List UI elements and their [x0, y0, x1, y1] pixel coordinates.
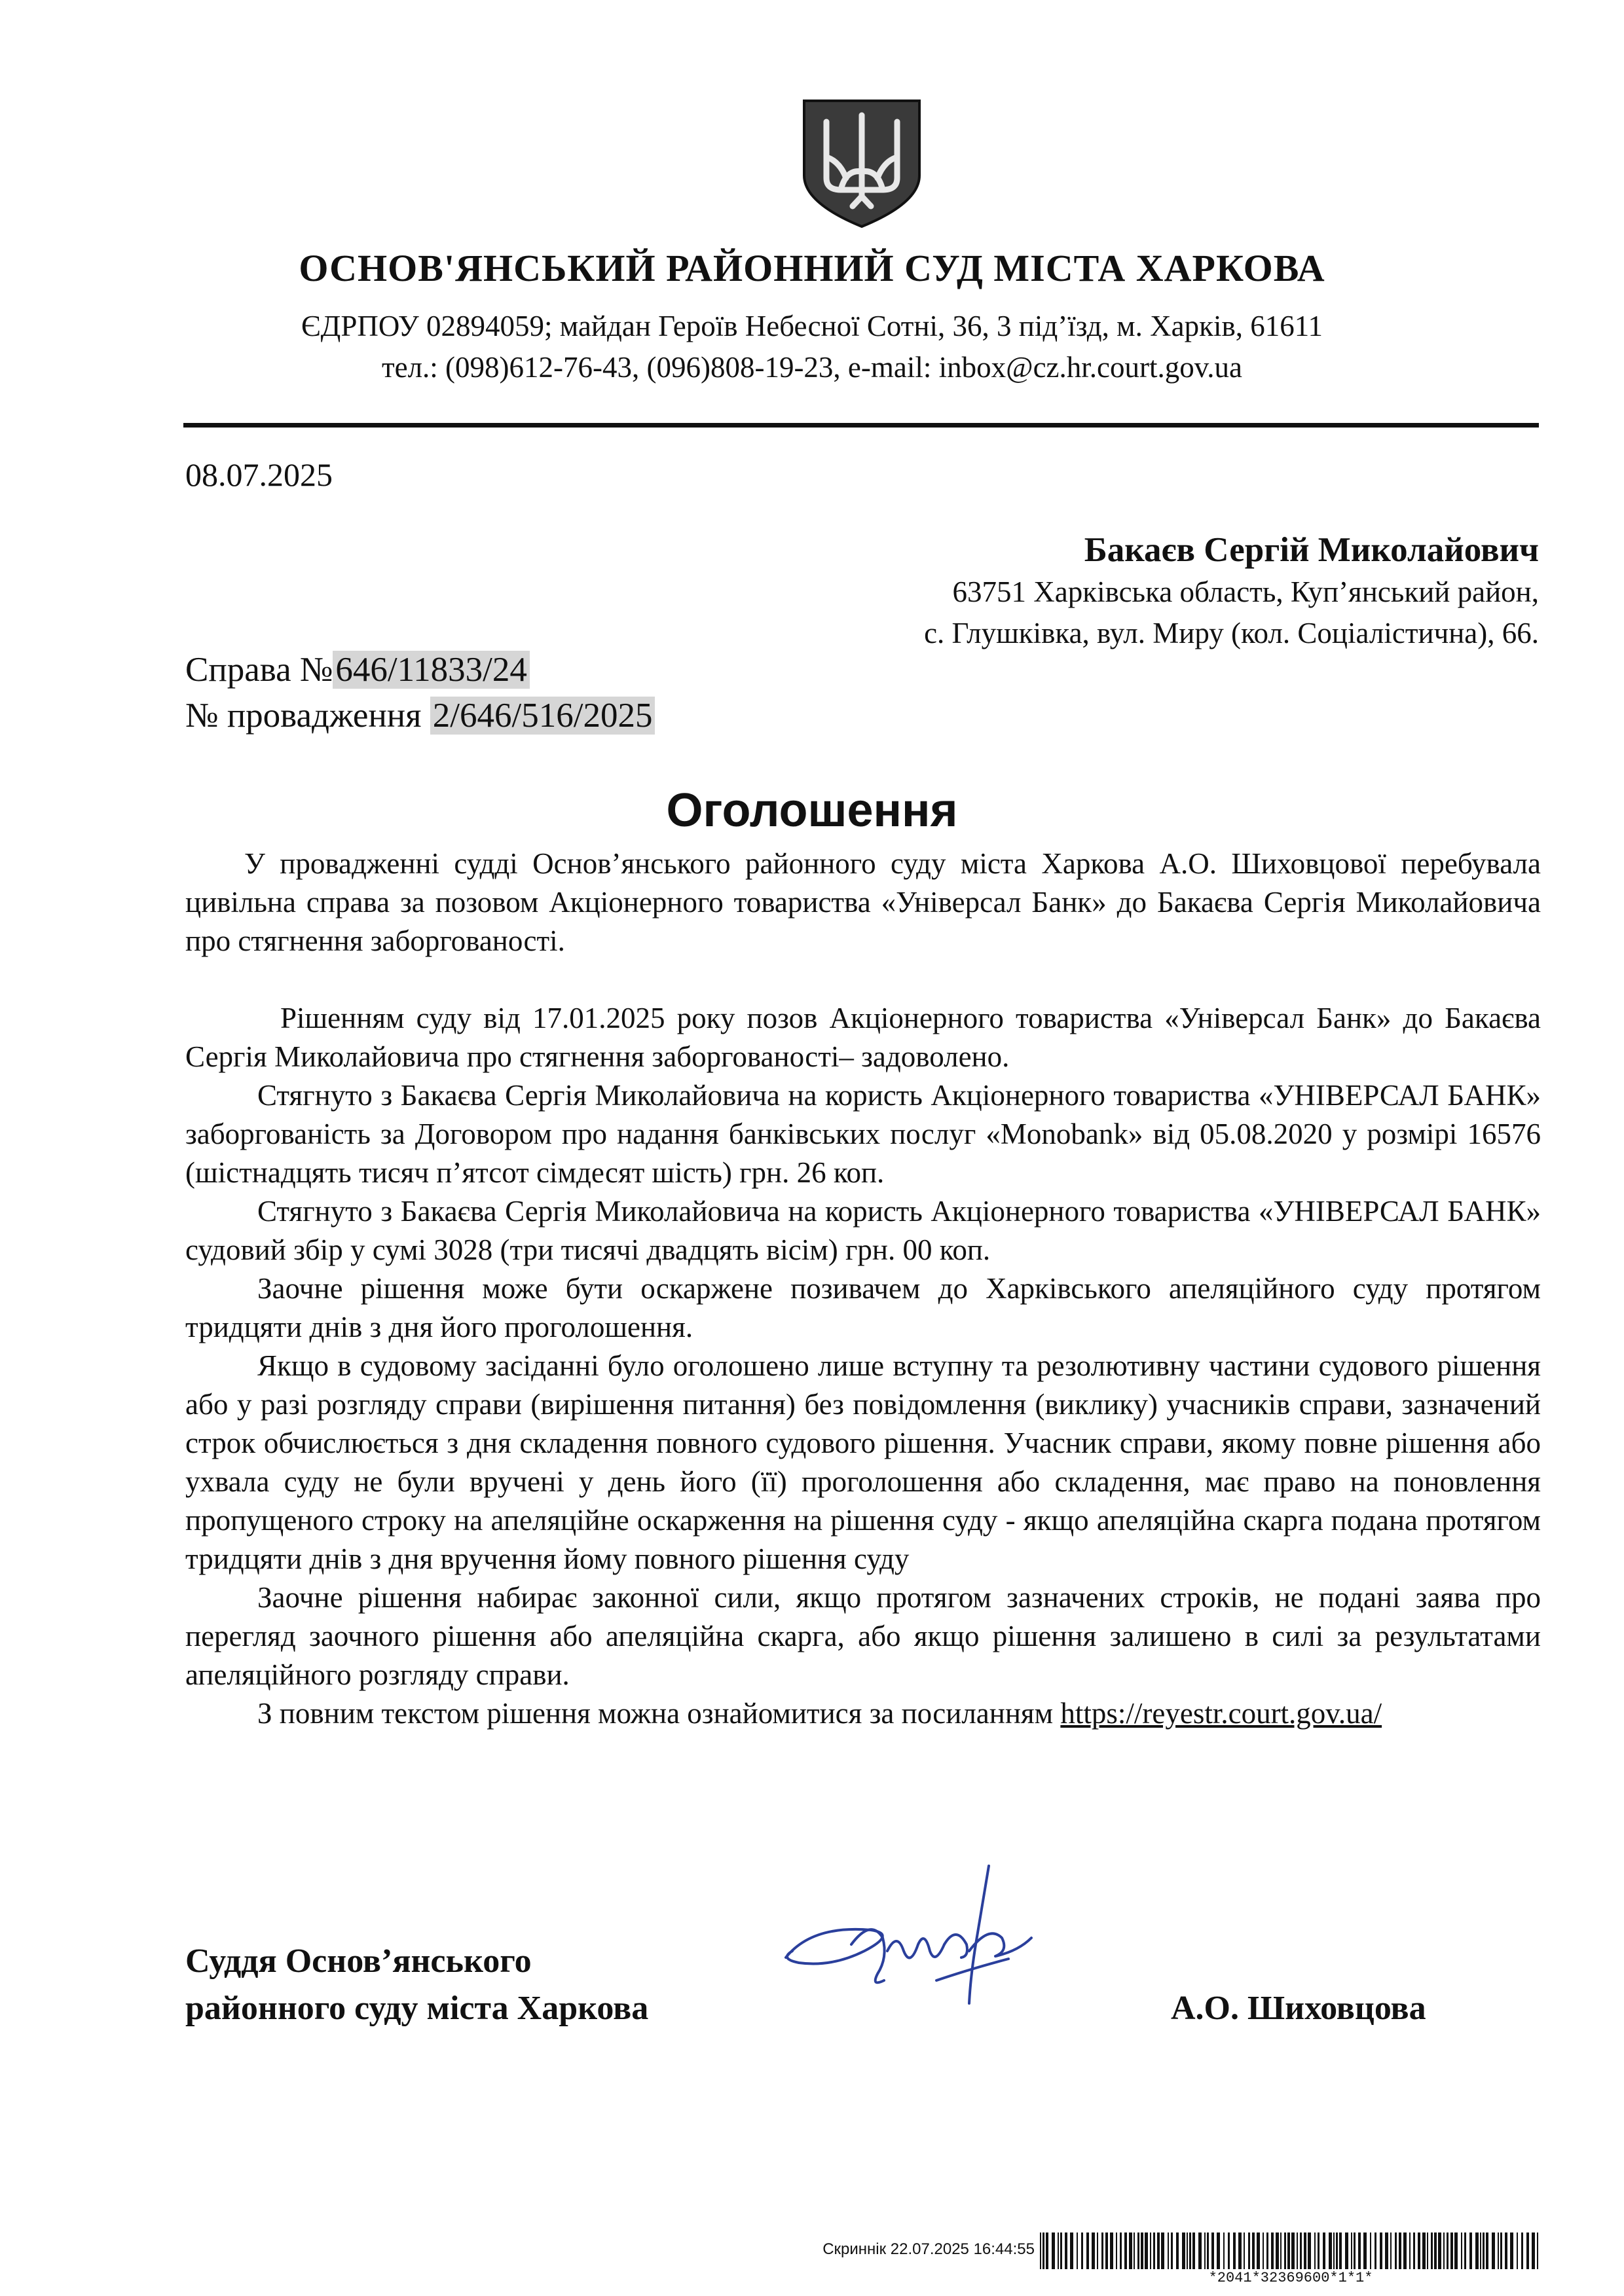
barcode-bar — [1318, 2232, 1320, 2269]
barcode-bar — [1358, 2232, 1361, 2269]
barcode-bar — [1171, 2232, 1173, 2269]
court-contacts: тел.: (098)612-76-43, (096)808-19-23, e-mail: inbox@cz.hr.court.gov.ua — [381, 351, 1243, 384]
barcode-bar — [1189, 2232, 1191, 2269]
barcode-text: *2041*32369600*1*1* — [1208, 2270, 1373, 2286]
barcode-bar — [1510, 2232, 1513, 2269]
barcode-bar — [1418, 2232, 1420, 2269]
barcode-bar — [1345, 2232, 1348, 2269]
barcode-bar — [1333, 2232, 1335, 2269]
barcode-bar — [1351, 2232, 1352, 2269]
barcode-bar — [1145, 2232, 1148, 2269]
barcode-bar — [1043, 2232, 1044, 2269]
barcode-bar — [1297, 2232, 1298, 2269]
proceeding-line — [185, 693, 655, 738]
barcode-bar — [1150, 2232, 1151, 2269]
document-barcode — [1039, 2232, 1543, 2269]
barcode-bar — [1363, 2232, 1367, 2269]
barcode-bar — [1070, 2232, 1073, 2269]
barcode-bar — [1390, 2232, 1392, 2269]
barcode-bar — [1486, 2232, 1488, 2269]
barcode-bar — [1192, 2232, 1195, 2269]
signer-title-line2: районного суду міста Харкова — [185, 1990, 649, 2027]
barcode-bar — [1409, 2232, 1411, 2269]
barcode-bar — [1187, 2232, 1188, 2269]
case-reference — [185, 647, 655, 738]
barcode-bar — [1287, 2232, 1290, 2269]
body-paragraph: Стягнуто з Бакаєва Сергія Миколайовича на користь Акціонерного товариства «УНІВЕРСАЛ БАНК» заборгованість за Договором про надання банківських послуг «Monobank» від 05.08.2020 у розмірі 16576 (шістнадцять тисяч п’ятсот сімдесят шість) грн. 26 коп. — [185, 1079, 1541, 1189]
barcode-bar — [1395, 2232, 1397, 2269]
document-title: Оголошення — [666, 784, 958, 837]
barcode-bar — [1182, 2232, 1185, 2269]
barcode-bar — [1323, 2232, 1325, 2269]
barcode-bar — [1046, 2232, 1048, 2269]
barcode-bar — [1276, 2232, 1279, 2269]
body-paragraph: Якщо в судовому засіданні було оголошено лише вступну та резолютивну частини судового рішення або у разі розгляду справи (вирішення питання) без повідомлення (виклику) учасників справи, зазначений строк обчислюється з дня складення повного судового рішення. Учасник справи, якому повне рішення або ухвала суду не були вручені у день його (її) проголошення або складення, має право на поновлення пропущеного строку на апеляційне оскарження на рішення суду - якщо апеляційна скарга подана протягом тридцяти днів з дня вручення йому повного рішення суду — [185, 1349, 1541, 1575]
barcode-bar — [1461, 2232, 1462, 2269]
barcode-bar — [1300, 2232, 1302, 2269]
barcode-bar — [1438, 2232, 1441, 2269]
addressee-address-line2: с. Глушківка, вул. Миру (кол. Соціалістична), 66. — [924, 617, 1539, 649]
barcode-bar — [1141, 2232, 1143, 2269]
barcode-bar — [1077, 2232, 1078, 2269]
barcode-bar — [1532, 2232, 1535, 2269]
barcode-bar — [1434, 2232, 1437, 2269]
body-paragraph: Заочне рішення набирає законної сили, якщо протягом зазначених строків, не подані заява про перегляд заочного рішення або апеляційна скарга, або якщо рішення залишено в силі за результатами апеляційного розгляду справи. — [185, 1581, 1541, 1691]
barcode-bar — [1157, 2232, 1160, 2269]
barcode-bar — [1060, 2232, 1062, 2269]
barcode-bar — [1223, 2232, 1225, 2269]
barcode-bar — [1228, 2232, 1230, 2269]
barcode-bar — [1120, 2232, 1122, 2269]
barcode-bar — [1097, 2232, 1098, 2269]
barcode-bar — [1266, 2232, 1268, 2269]
signer-title — [185, 1938, 648, 2032]
addressee-name: Бакаєв Сергій Миколайович — [1084, 531, 1539, 569]
barcode-bar — [1284, 2232, 1286, 2269]
barcode-bar — [1521, 2232, 1523, 2269]
barcode-bar — [1492, 2232, 1495, 2269]
barcode-bar — [1339, 2232, 1342, 2269]
barcode-bar — [1134, 2232, 1135, 2269]
barcode-bar — [1217, 2232, 1220, 2269]
barcode-bar — [1422, 2232, 1426, 2269]
barcode-bar — [1105, 2232, 1108, 2269]
barcode-bar — [1483, 2232, 1485, 2269]
addressee-block — [688, 528, 1539, 654]
registry-link[interactable]: https://reyestr.court.gov.ua/ — [1060, 1697, 1382, 1730]
barcode-bar — [1526, 2232, 1529, 2269]
barcode-bar — [1092, 2232, 1095, 2269]
barcode-bar — [1447, 2232, 1449, 2269]
barcode-bar — [1161, 2232, 1164, 2269]
barcode-bar — [1263, 2232, 1264, 2269]
barcode-bar — [1244, 2232, 1245, 2269]
case-number: 646/11833/24 — [333, 651, 529, 689]
barcode-bar — [1403, 2232, 1407, 2269]
body-paragraph: Стягнуто з Бакаєва Сергія Миколайовича на користь Акціонерного товариства «УНІВЕРСАЛ БАНК» судовий збір у сумі 3028 (три тисячі двадцять вісім) грн. 00 коп. — [185, 1195, 1541, 1266]
document-date: 08.07.2025 — [185, 456, 333, 493]
case-label: Справа № — [185, 651, 333, 689]
case-line — [185, 647, 655, 693]
barcode-bar — [1464, 2232, 1466, 2269]
ukraine-trident-emblem-icon — [800, 98, 923, 229]
body-paragraph — [185, 1694, 1541, 1733]
court-name: ОСНОВ'ЯНСЬКИЙ РАЙОННИЙ СУД МІСТА ХАРКОВА — [299, 247, 1325, 289]
barcode-bar — [1443, 2232, 1445, 2269]
barcode-bar — [1308, 2232, 1311, 2269]
barcode-bar — [1176, 2232, 1179, 2269]
barcode-bar — [1370, 2232, 1371, 2269]
barcode-bar — [1505, 2232, 1507, 2269]
judge-name: А.О. Шиховцова — [1171, 1990, 1426, 2027]
barcode-bar — [1385, 2232, 1388, 2269]
barcode-bar — [1052, 2232, 1055, 2269]
scan-info: Скриннік 22.07.2025 16:44:55 — [822, 2240, 1035, 2258]
barcode-bar — [1211, 2232, 1214, 2269]
barcode-bar — [1124, 2232, 1127, 2269]
addressee-address-line1: 63751 Харківська область, Куп’янський район, — [952, 575, 1539, 608]
barcode-bar — [1498, 2232, 1499, 2269]
barcode-bar — [1248, 2232, 1250, 2269]
barcode-bar — [1058, 2232, 1059, 2269]
barcode-bar — [1475, 2232, 1479, 2269]
barcode-bar — [1427, 2232, 1428, 2269]
barcode-bar — [1153, 2232, 1155, 2269]
proceeding-number: 2/646/516/2025 — [430, 697, 655, 735]
barcode-bar — [1065, 2232, 1067, 2269]
body-paragraph: Рішенням суду від 17.01.2025 року позов Акціонерного товариства «Універсал Банк» до Бакаєва Сергія Миколайовича про стягнення заборгованості– задоволено. — [185, 1002, 1541, 1073]
barcode-bar — [1537, 2232, 1538, 2269]
link-intro-text: З повним текстом рішення можна ознайомитися за посиланням — [257, 1697, 1061, 1730]
barcode-bar — [1137, 2232, 1139, 2269]
barcode-bar — [1116, 2232, 1117, 2269]
barcode-bar — [1354, 2232, 1356, 2269]
barcode-bar — [1450, 2232, 1453, 2269]
proceeding-label: № провадження — [185, 697, 430, 735]
barcode-bar — [1101, 2232, 1103, 2269]
barcode-bar — [1168, 2232, 1169, 2269]
barcode-bar — [1238, 2232, 1242, 2269]
barcode-bar — [1413, 2232, 1415, 2269]
barcode-bar — [1480, 2232, 1481, 2269]
body-paragraph: У провадженні судді Основ’янського районного суду міста Харкова А.О. Шиховцової перебувала цивільна справа за позовом Акціонерного товариства «Універсал Банк» до Бакаєва Сергія Миколайовича про стягнення заборгованості. — [185, 847, 1541, 957]
barcode-bar — [1291, 2232, 1295, 2269]
barcode-bar — [1431, 2232, 1433, 2269]
barcode-bar — [1081, 2232, 1083, 2269]
barcode-bar — [1110, 2232, 1113, 2269]
barcode-bar — [1517, 2232, 1518, 2269]
barcode-bar — [1329, 2232, 1332, 2269]
body-paragraph: Заочне рішення може бути оскаржене позивачем до Харківського апеляційного суду протягом тридцяти днів з дня його проголошення. — [185, 1272, 1541, 1343]
barcode-bar — [1399, 2232, 1401, 2269]
signer-title-line1: Суддя Основ’янського — [185, 1942, 532, 1980]
barcode-bar — [1380, 2232, 1382, 2269]
barcode-bar — [1454, 2232, 1458, 2269]
barcode-bar — [1500, 2232, 1502, 2269]
barcode-bar — [1280, 2232, 1282, 2269]
barcode-bar — [1086, 2232, 1089, 2269]
barcode-bar — [1252, 2232, 1255, 2269]
barcode-bar — [1207, 2232, 1209, 2269]
barcode-bar — [1129, 2232, 1132, 2269]
barcode-bar — [1271, 2232, 1274, 2269]
court-details: ЄДРПОУ 02894059; майдан Героїв Небесної Сотні, 36, 3 під’їзд, м. Харків, 61611 — [301, 310, 1323, 342]
barcode-bar — [1375, 2232, 1376, 2269]
barcode-bar — [1040, 2232, 1041, 2269]
barcode-bar — [1336, 2232, 1338, 2269]
barcode-bar — [1257, 2232, 1260, 2269]
barcode-bar — [1314, 2232, 1316, 2269]
handwritten-signature — [773, 1846, 1054, 2010]
barcode-bar — [1304, 2232, 1306, 2269]
header-divider — [183, 423, 1539, 428]
barcode-bar — [1198, 2232, 1202, 2269]
barcode-bar — [1469, 2232, 1472, 2269]
barcode-bar — [1204, 2232, 1206, 2269]
document-body — [185, 845, 1541, 1733]
barcode-bar — [1233, 2232, 1236, 2269]
